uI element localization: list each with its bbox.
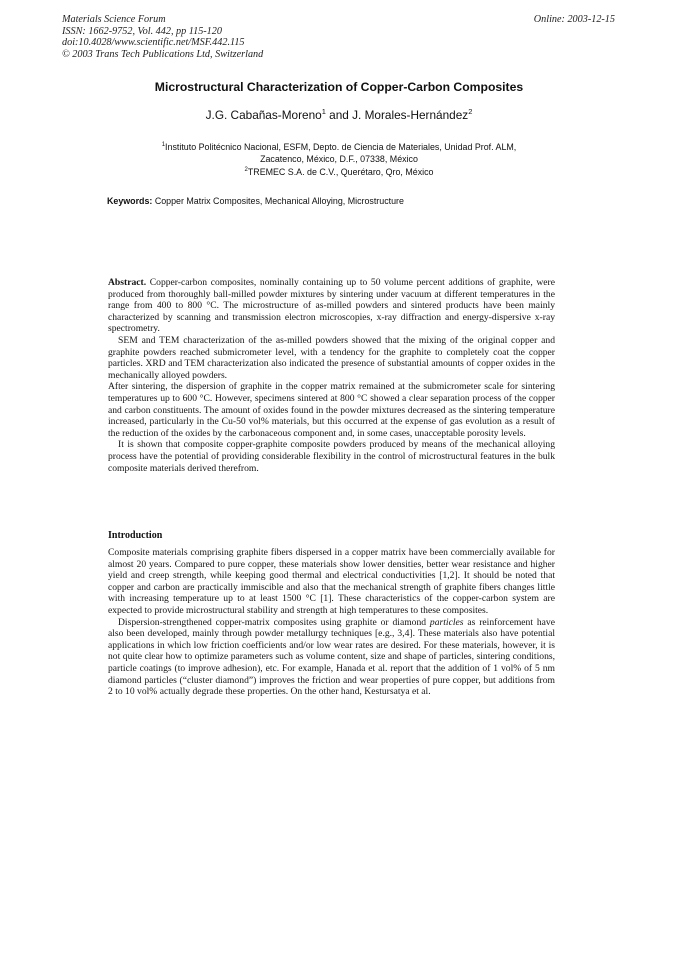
journal-header bbox=[62, 14, 263, 60]
abstract-text-1: Copper-carbon composites, nominally containing up to 50 volume percent additions of graphite, were produced from thoroughly ball-milled powder mixtures by sintering under vacuum at different temperatures in the range from 400 to 800 °C. The microstructure of as-milled powders and sintered products have been mainly characterized by scanning and transmission electron microscopies, x-ray diffraction and energy-dispersive x-ray spectrometry. bbox=[108, 277, 555, 335]
doi-line[interactable]: doi:10.4028/www.scientific.net/MSF.442.115 bbox=[62, 37, 245, 49]
copyright-line: © 2003 Trans Tech Publications Ltd, Switzerland bbox=[62, 48, 264, 60]
abstract-paragraph-3: After sintering, the dispersion of graphite in the copper matrix remained at the submicrometer scale for sintering temperatures up to 600 °C. However, specimens sintered at 800 °C showed a clear separation process of the copper and carbon constituents. The amount of oxides found in the powder mixtures decreased as the sintering temperature increased, particularly in the Cu-50 vol% materials, but this occurred at the expense of gas evolution as a result of the reduction of the oxides by the carbonaceous component and, in some cases, unacceptable porosity levels. bbox=[108, 381, 555, 439]
intro-text-2a: Dispersion-strengthened copper-matrix composites using graphite or diamond bbox=[118, 616, 430, 628]
abstract-paragraph-4: It is shown that composite copper-graphite composite powders produced by means of the mechanical alloying process have the potential of providing considerable flexibility in the control of microstructural features in the bulk composite materials derived therefrom. bbox=[108, 439, 555, 474]
intro-paragraph-1: Composite materials comprising graphite fibers dispersed in a copper matrix have been commercially available for almost 20 years. Compared to pure copper, these materials show lower densities, better wear resistance and higher yield and creep strength, while keeping good thermal and electrical conductivities [1,2]. It should be noted that copper and carbon are practically immiscible and also that the mechanical strength of graphite fibers changes little with increasing temperature up to at least 1500 °C [1]. These characteristics of the copper-carbon system are expected to provide microstructural stability and strength at high temperatures to these composites. bbox=[108, 547, 555, 616]
journal-name: Materials Science Forum bbox=[62, 14, 166, 25]
affiliation-2-mark: 2 bbox=[244, 167, 248, 173]
author-conjunction: and bbox=[325, 107, 353, 122]
keywords-text: Copper Matrix Composites, Mechanical Alloying, Microstructure bbox=[152, 196, 404, 206]
affiliation-1 bbox=[0, 139, 678, 165]
online-date: Online: 2003-12-15 bbox=[533, 14, 615, 25]
keywords bbox=[107, 196, 404, 206]
author-line bbox=[0, 107, 678, 122]
affiliation-1-mark: 1 bbox=[161, 142, 166, 148]
intro-text-2b: as reinforcement have also been developed, mainly through powder metallurgy techniques [e.g., 3,4]. These materials also have potential applications in which low friction coefficients and/or low wear rates are desired. For these materials, however, it is not quite clear how to optimize parameters such as volume content, size and shape of particles, sintering conditions, particle coatings (to improve adhesion), etc. For example, Hanada et al. report that the addition of 1 vol% of 5 nm diamond particles (“cluster diamond”) improves the friction and wear properties of pure copper, but additions from 2 to 10 vol% actually degrade these properties. On the other hand, Kestursatya et al. bbox=[108, 616, 555, 698]
introduction-body bbox=[108, 547, 555, 698]
author-2: J. Morales-Hernández bbox=[352, 107, 469, 122]
issn-line: ISSN: 1662-9752, Vol. 442, pp 115-120 bbox=[62, 25, 222, 37]
abstract-label: Abstract. bbox=[108, 277, 147, 288]
affiliation-1-line-1: Instituto Politécnico Nacional, ESFM, Depto. de Ciencia de Materiales, Unidad Prof. ALM, bbox=[165, 141, 517, 152]
abstract bbox=[108, 277, 555, 474]
abstract-paragraph-2: SEM and TEM characterization of the as-milled powders showed that the mixing of the original copper and graphite powders reached submicrometer level, with a tendency for the graphite to completely coat the copper particles. XRD and TEM characterization also indicated the presence of substantial amounts of copper oxides in the mechanically alloyed powders. bbox=[108, 334, 555, 381]
abstract-paragraph-1 bbox=[108, 277, 555, 335]
paper-title: Microstructural Characterization of Copper-Carbon Composites bbox=[154, 80, 524, 94]
affiliation-2 bbox=[0, 164, 678, 178]
intro-paragraph-2 bbox=[108, 617, 555, 698]
keywords-label: Keywords: bbox=[107, 196, 153, 206]
author-2-affil-mark: 2 bbox=[468, 107, 473, 116]
section-heading-introduction: Introduction bbox=[108, 530, 163, 541]
affiliation-1-line-2: Zacatenco, México, D.F., 07338, México bbox=[260, 153, 418, 164]
author-1-affil-mark: 1 bbox=[321, 107, 326, 116]
author-1: J.G. Cabañas-Moreno bbox=[205, 107, 322, 122]
intro-emphasis: particles bbox=[429, 616, 464, 628]
affiliation-2-text: TREMEC S.A. de C.V., Querétaro, Qro, México bbox=[247, 166, 434, 177]
